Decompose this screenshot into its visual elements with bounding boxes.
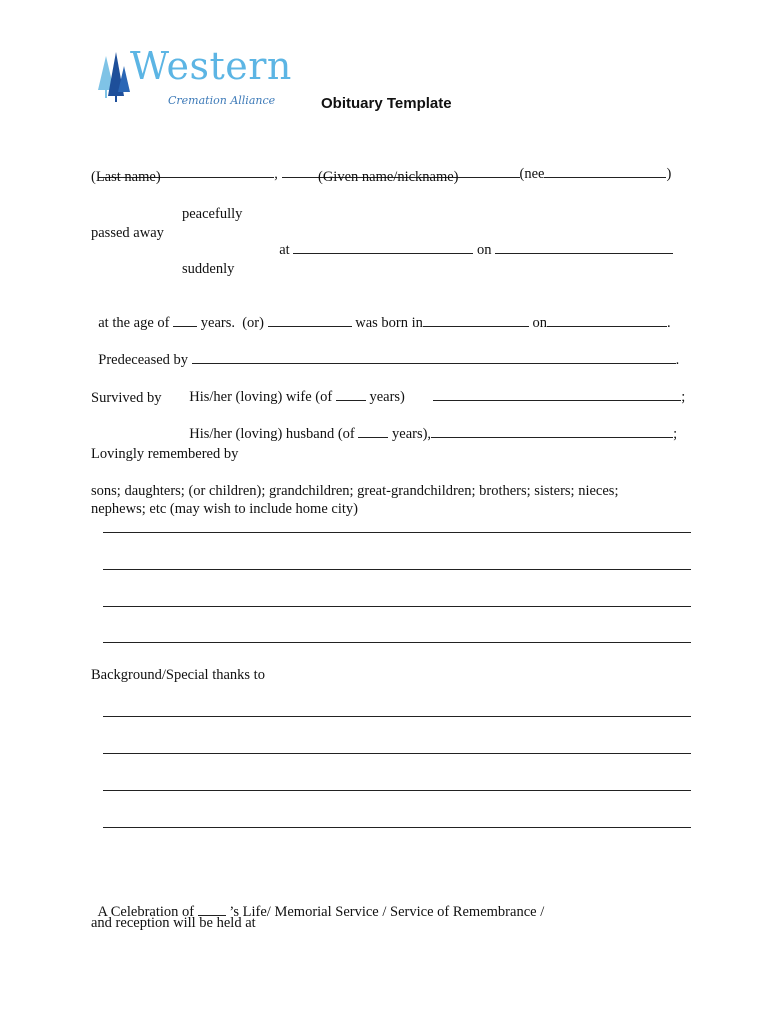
relations-line-1: sons; daughters; (or children); grandchildren; great-grandchildren; brothers; sisters; nieces; bbox=[91, 483, 619, 499]
comma-text: , bbox=[274, 165, 278, 182]
birth-date-field[interactable] bbox=[547, 314, 667, 327]
background-line-2[interactable] bbox=[103, 753, 691, 754]
background-line-1[interactable] bbox=[103, 716, 691, 717]
husband-line bbox=[182, 410, 677, 441]
peacefully-option: peacefully bbox=[182, 206, 243, 222]
on-text: on bbox=[532, 314, 548, 331]
celebration-name-field[interactable] bbox=[198, 903, 226, 916]
passing-place-line bbox=[272, 226, 673, 257]
born-name-field[interactable] bbox=[268, 314, 352, 327]
background-thanks-text: Background/Special thanks to bbox=[91, 667, 265, 683]
predeceased-line bbox=[91, 336, 679, 367]
semicolon: ; bbox=[673, 425, 678, 442]
lovingly-remembered-text: Lovingly remembered by bbox=[91, 446, 239, 462]
background-line-4[interactable] bbox=[103, 827, 691, 828]
birthplace-field[interactable] bbox=[423, 314, 529, 327]
was-born-in-text: was born in bbox=[355, 314, 423, 331]
husband-name-field[interactable] bbox=[431, 425, 673, 438]
on-text: on bbox=[476, 241, 492, 258]
date-of-death-field[interactable] bbox=[495, 241, 673, 254]
period: . bbox=[675, 351, 680, 368]
place-of-death-field[interactable] bbox=[293, 241, 473, 254]
logo-brand-text: Western bbox=[130, 44, 292, 88]
page-title: Obituary Template bbox=[321, 95, 452, 112]
celebration-text-a: A Celebration of bbox=[97, 903, 195, 920]
husband-years-text: years), bbox=[392, 425, 432, 442]
husband-years-field[interactable] bbox=[358, 425, 388, 438]
given-name-label: (Given name/nickname) bbox=[318, 169, 459, 185]
last-name-label: (Last name) bbox=[91, 169, 161, 185]
at-text: at bbox=[279, 241, 290, 258]
maiden-name-field[interactable] bbox=[544, 165, 666, 178]
remembered-by-line-3[interactable] bbox=[103, 606, 691, 607]
predeceased-field[interactable] bbox=[192, 351, 676, 364]
nee-close: ) bbox=[666, 165, 672, 182]
nee-label: (nee bbox=[519, 165, 545, 182]
celebration-text-b: ’s Life/ Memorial Service / Service of Remembrance / bbox=[229, 903, 545, 920]
wife-name-line bbox=[426, 373, 685, 404]
semicolon: ; bbox=[681, 388, 686, 405]
wife-line bbox=[182, 373, 405, 404]
remembered-by-line-4[interactable] bbox=[103, 642, 691, 643]
passed-away-text: passed away bbox=[91, 225, 164, 241]
remembered-by-line-1[interactable] bbox=[103, 532, 691, 533]
wife-name-field[interactable] bbox=[433, 388, 681, 401]
survived-by-text: Survived by bbox=[91, 390, 162, 406]
western-cremation-alliance-logo bbox=[92, 44, 292, 112]
logo-tagline-text: Cremation Alliance bbox=[168, 94, 276, 107]
background-line-3[interactable] bbox=[103, 790, 691, 791]
age-line bbox=[91, 299, 671, 330]
reception-text: and reception will be held at bbox=[91, 915, 256, 931]
remembered-by-line-2[interactable] bbox=[103, 569, 691, 570]
years-or-text: years. (or) bbox=[200, 314, 264, 331]
husband-text: His/her (loving) husband (of bbox=[189, 425, 355, 442]
suddenly-option: suddenly bbox=[182, 261, 235, 277]
period: . bbox=[667, 314, 671, 331]
relations-line-2: nephews; etc (may wish to include home city) bbox=[91, 501, 358, 517]
at-age-text: at the age of bbox=[98, 314, 170, 331]
age-field[interactable] bbox=[173, 314, 197, 327]
wife-text: His/her (loving) wife (of bbox=[189, 388, 333, 405]
predeceased-label: Predeceased by bbox=[98, 351, 189, 368]
wife-years-field[interactable] bbox=[336, 388, 366, 401]
wife-years-text: years) bbox=[369, 388, 405, 405]
